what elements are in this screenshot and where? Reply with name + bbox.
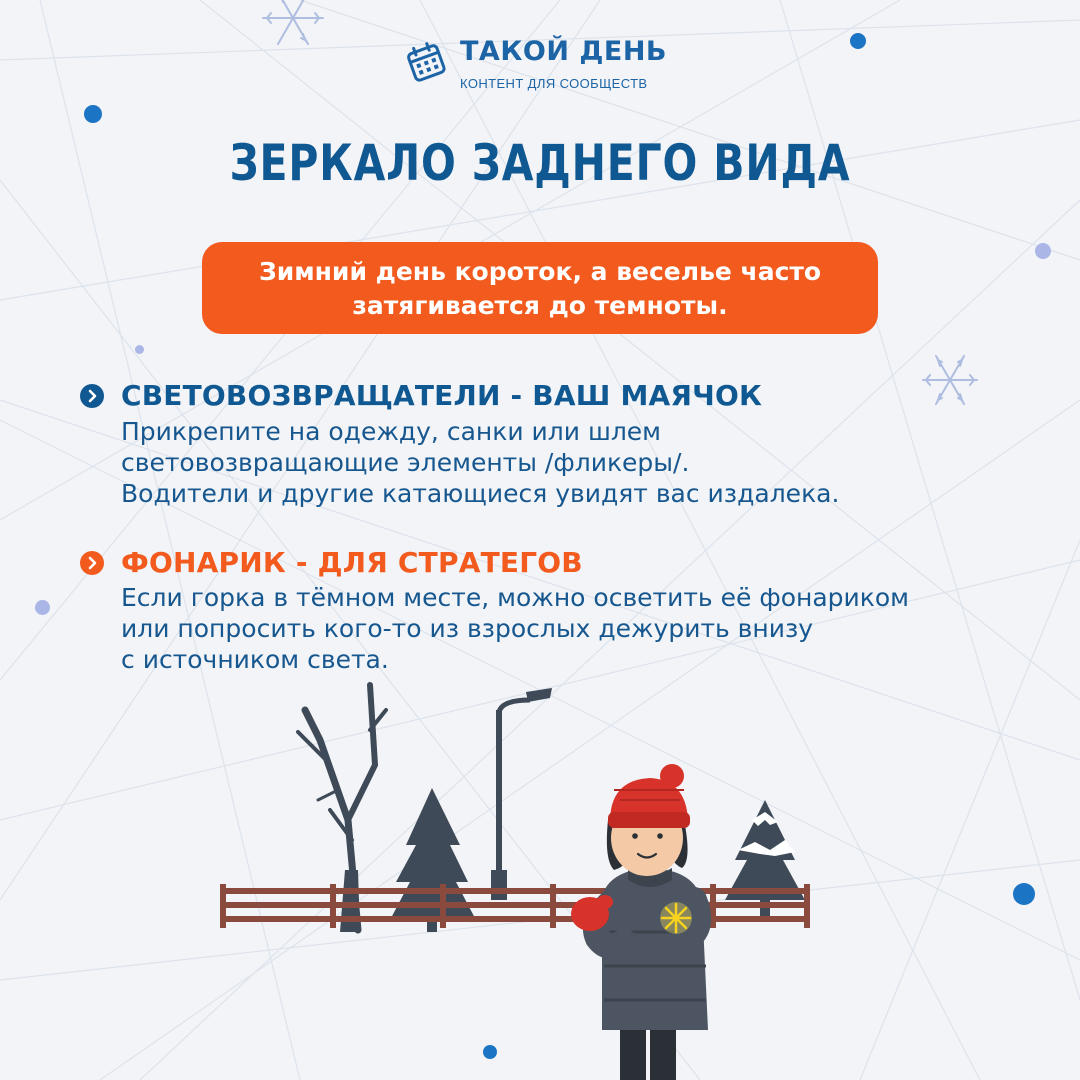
section-title-reflectors: СВЕТОВОЗВРАЩАТЕЛИ - ВАШ МАЯЧОК (121, 379, 763, 412)
section-text-flashlight (121, 582, 1021, 675)
text-line: или попросить кого-то из взрослых дежурить внизу (121, 614, 814, 643)
text-line: Прикрепите на одежду, санки или шлем (121, 417, 662, 446)
decor-dot (135, 345, 144, 354)
banner-line: Зимний день короток, а веселье часто (258, 257, 822, 286)
text-line: Если горка в тёмном месте, можно осветить её фонариком (121, 583, 910, 612)
banner-line: затягивается до темноты. (352, 291, 728, 320)
section-title-flashlight: ФОНАРИК - ДЛЯ СТРАТЕГОВ (121, 546, 583, 579)
brand-tagline: КОНТЕНТ ДЛЯ СООБЩЕСТВ (460, 76, 648, 91)
chevron-right-icon (80, 384, 104, 408)
snowflake-icon (256, 0, 330, 50)
snowflake-icon (920, 350, 980, 410)
decor-dot (84, 105, 102, 123)
intro-banner (202, 242, 878, 334)
page-title: ЗЕРКАЛО ЗАДНЕГО ВИДА (229, 134, 851, 192)
text-line: с источником света. (121, 645, 389, 674)
tree-trunk (340, 870, 360, 932)
brand-logo (404, 36, 694, 96)
winter-park-illustration (210, 670, 830, 1080)
decor-dot (1035, 243, 1051, 259)
street-lamp (491, 688, 552, 900)
section-text-reflectors (121, 416, 1021, 509)
brand-name: ТАКОЙ ДЕНЬ (460, 36, 667, 67)
text-line: световозвращающие элементы /фликеры/. (121, 448, 690, 477)
girl-figure (571, 764, 708, 1080)
fence (220, 884, 810, 928)
chevron-right-icon (80, 551, 104, 575)
decor-dot (850, 33, 866, 49)
pine-tree (390, 788, 476, 932)
decor-dot (1013, 883, 1035, 905)
text-line: Водители и другие катающиеся увидят вас издалека. (121, 479, 840, 508)
calendar-icon (404, 40, 448, 84)
decor-dot (35, 600, 50, 615)
